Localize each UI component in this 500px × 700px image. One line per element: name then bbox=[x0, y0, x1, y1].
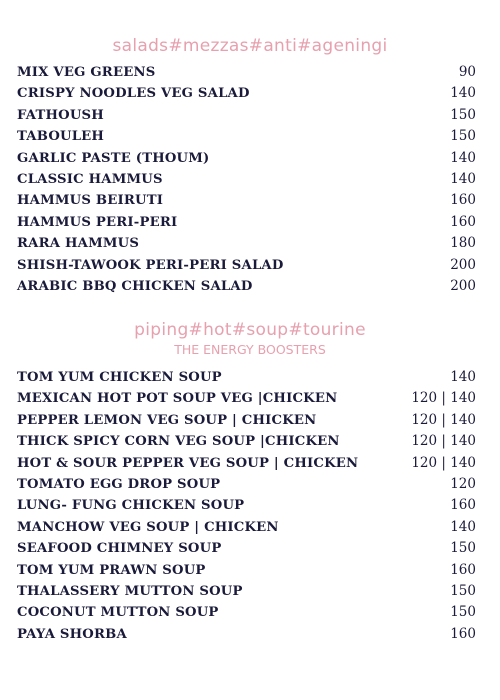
item-name: COCONUT MUTTON SOUP bbox=[17, 605, 219, 621]
item-name: GARLIC PASTE (THOUM) bbox=[17, 150, 210, 166]
item-price: 200 bbox=[450, 256, 476, 273]
menu-item bbox=[0, 538, 500, 559]
menu-item bbox=[0, 624, 500, 645]
item-name: TABOULEH bbox=[17, 129, 105, 145]
soups-section bbox=[0, 320, 500, 645]
item-price: 150 bbox=[450, 582, 476, 599]
menu-item bbox=[0, 62, 500, 83]
item-price: 150 bbox=[450, 604, 476, 621]
item-price: 160 bbox=[450, 625, 476, 642]
item-price: 120 | 140 bbox=[411, 433, 476, 450]
menu-item bbox=[0, 169, 500, 190]
item-price: 140 bbox=[450, 369, 476, 385]
menu-item bbox=[0, 388, 500, 409]
item-name: HAMMUS PERI-PERI bbox=[17, 214, 178, 230]
item-name: MANCHOW VEG SOUP | CHICKEN bbox=[17, 519, 279, 535]
salads-section bbox=[0, 36, 500, 297]
menu-item bbox=[0, 602, 500, 623]
menu-item bbox=[0, 581, 500, 602]
item-price: 90 bbox=[458, 64, 476, 80]
menu-item bbox=[0, 255, 500, 276]
item-name: MIX VEG GREENS bbox=[17, 65, 156, 80]
menu-item bbox=[0, 212, 500, 233]
item-name: ARABIC BBQ CHICKEN SALAD bbox=[17, 278, 253, 294]
item-price: 150 bbox=[450, 128, 476, 145]
item-price: 120 bbox=[450, 475, 476, 492]
item-price: 120 | 140 bbox=[411, 454, 476, 471]
item-price: 140 bbox=[450, 170, 476, 187]
section-subtitle: THE ENERGY BOOSTERS bbox=[174, 342, 326, 357]
menu-item bbox=[0, 83, 500, 104]
section-title: salads#mezzas#anti#ageningi bbox=[112, 36, 388, 56]
menu-item bbox=[0, 431, 500, 452]
menu-item bbox=[0, 276, 500, 297]
menu-item bbox=[0, 148, 500, 169]
item-name: RARA HAMMUS bbox=[17, 236, 140, 252]
menu-item bbox=[0, 367, 500, 388]
item-name: PAYA SHORBA bbox=[17, 626, 127, 642]
item-price: 160 bbox=[450, 213, 476, 230]
item-price: 120 | 140 bbox=[411, 390, 476, 407]
item-price: 160 bbox=[450, 192, 476, 209]
item-name: CRISPY NOODLES VEG SALAD bbox=[17, 86, 250, 102]
menu-item bbox=[0, 453, 500, 474]
menu-list bbox=[0, 367, 500, 645]
item-name: SEAFOOD CHIMNEY SOUP bbox=[17, 541, 222, 557]
item-name: LUNG- FUNG CHICKEN SOUP bbox=[17, 498, 245, 514]
section-title: piping#hot#soup#tourine bbox=[134, 320, 366, 340]
item-name: TOM YUM CHICKEN SOUP bbox=[17, 370, 222, 385]
item-price: 140 bbox=[450, 149, 476, 166]
item-name: PEPPER LEMON VEG SOUP | CHICKEN bbox=[17, 412, 317, 428]
item-name: THALASSERY MUTTON SOUP bbox=[17, 583, 243, 599]
item-name: HOT & SOUR PEPPER VEG SOUP | CHICKEN bbox=[17, 455, 359, 471]
menu-item bbox=[0, 474, 500, 495]
item-name: FATHOUSH bbox=[17, 107, 104, 123]
item-name: HAMMUS BEIRUTI bbox=[17, 193, 164, 209]
menu-item bbox=[0, 410, 500, 431]
menu-item bbox=[0, 105, 500, 126]
menu-item bbox=[0, 233, 500, 254]
menu-item bbox=[0, 517, 500, 538]
item-price: 140 bbox=[450, 85, 476, 102]
item-name: CLASSIC HAMMUS bbox=[17, 171, 163, 187]
item-name: SHISH-TAWOOK PERI-PERI SALAD bbox=[17, 257, 284, 273]
menu-item bbox=[0, 495, 500, 516]
item-name: THICK SPICY CORN VEG SOUP |CHICKEN bbox=[17, 434, 340, 450]
item-name: TOMATO EGG DROP SOUP bbox=[17, 476, 221, 492]
item-price: 120 | 140 bbox=[411, 411, 476, 428]
item-price: 150 bbox=[450, 540, 476, 557]
item-name: MEXICAN HOT POT SOUP VEG |CHICKEN bbox=[17, 391, 338, 407]
menu-item bbox=[0, 190, 500, 211]
menu-item bbox=[0, 560, 500, 581]
item-price: 200 bbox=[450, 277, 476, 294]
item-price: 150 bbox=[450, 106, 476, 123]
item-price: 180 bbox=[450, 235, 476, 252]
menu-item bbox=[0, 126, 500, 147]
menu-list bbox=[0, 62, 500, 297]
item-name: TOM YUM PRAWN SOUP bbox=[17, 562, 206, 578]
item-price: 140 bbox=[450, 518, 476, 535]
item-price: 160 bbox=[450, 561, 476, 578]
item-price: 160 bbox=[450, 497, 476, 514]
